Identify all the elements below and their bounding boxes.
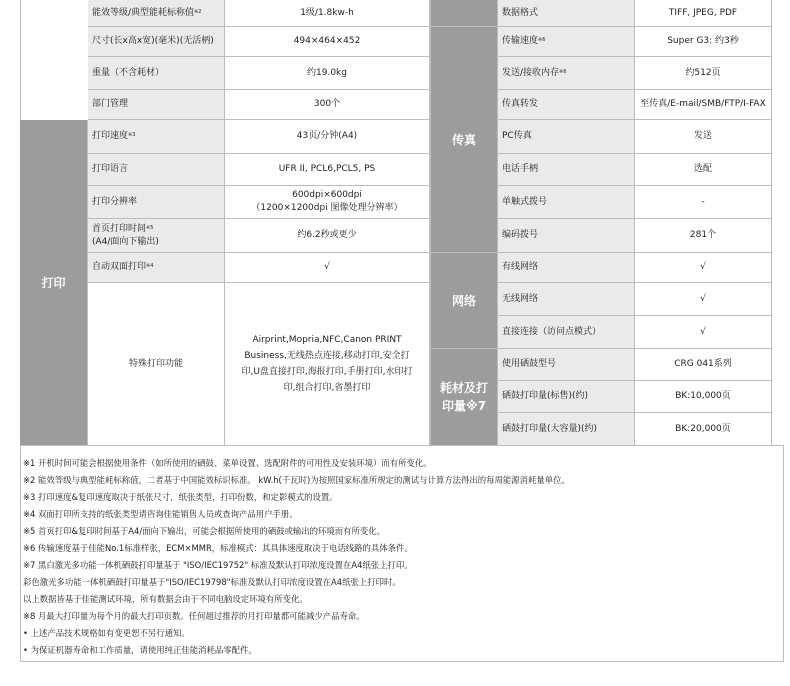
spec-value-energy: 1级/1.8kw-h xyxy=(225,0,430,27)
spec-value-one-touch: - xyxy=(635,186,772,219)
spec-value-first-print: 约6.2秒或更少 xyxy=(225,219,430,253)
spec-label-coded-dial: 编码拨号 xyxy=(498,219,635,253)
section-fax-top xyxy=(431,0,498,27)
spec-value-cartridge-model: CRG 041系列 xyxy=(635,349,772,381)
section-network: 网络 xyxy=(431,253,498,349)
footnote-8: ※8 月最大打印量为每个月的最大打印页数。任何超过推荐的月打印量都可能减少产品寿命。 xyxy=(23,611,365,621)
spec-label-data-format: 数据格式 xyxy=(498,0,635,27)
spec-label-special-print: 特殊打印功能 xyxy=(88,283,225,446)
footnote-7: ※7 黑白激光多功能一体机硒鼓打印量基于 "ISO/IEC19752" 标准及默认打印浓度设置在A4纸张上打印。 xyxy=(23,560,413,570)
footnote-7b: 彩色激光多功能一体机硒鼓打印量基于"ISO/IEC19798"标准及默认打印浓度设置在A4纸张上打印时。 xyxy=(23,577,401,587)
spec-value-coded-dial: 281个 xyxy=(635,219,772,253)
section-print: 打印 xyxy=(20,120,88,446)
spec-label-wired-network: 有线网络 xyxy=(498,253,635,283)
spec-value-direct-connect: √ xyxy=(635,316,772,349)
spec-value-data-format: TIFF, JPEG, PDF xyxy=(635,0,772,27)
spec-label-print-language: 打印语言 xyxy=(88,154,225,186)
footnote-1: ※1 开机时间可能会根据使用条件（如所使用的硒鼓、菜单设置、选配附件的可用性及安装环境）而有所变化。 xyxy=(23,458,432,468)
spec-label-duplex: 自动双面打印$^{※4}$ xyxy=(88,253,225,283)
spec-value-pc-fax: 发送 xyxy=(635,120,772,154)
footnote-test-env: 以上数据皆基于佳能测试环境，所有数据会由于不同电脑设定环境有所变化。 xyxy=(23,594,308,604)
spec-label-energy: 能效等级/典型能耗标称值$^{※2}$ xyxy=(88,0,225,27)
spec-label-fax-memory: 发送/接收内存$^{※6}$ xyxy=(498,57,635,90)
spec-value-weight: 约19.0kg xyxy=(225,57,430,90)
footnote-2: ※2 能效等级与典型能耗标称值，二者基于中国能效标识标准。 kW.h(千瓦时)为按照国家标准所规定的测试与计算方法得出的每周能源消耗量单位。 xyxy=(23,475,570,485)
section-consumables: 耗材及打印量※7 xyxy=(431,349,498,446)
spec-label-yield-high: 硒鼓打印量(大容量)(约) xyxy=(498,413,635,446)
spec-label-one-touch: 单触式拨号 xyxy=(498,186,635,219)
spec-label-resolution: 打印分辨率 xyxy=(88,186,225,219)
spec-value-resolution: 600dpi×600dpi （1200×1200dpi 图像处理分辨率） xyxy=(225,186,430,219)
spec-value-duplex: √ xyxy=(225,253,430,283)
spec-label-direct-connect: 直接连接（访问点模式） xyxy=(498,316,635,349)
spec-value-yield-standard: BK:10,000页 xyxy=(635,381,772,413)
spec-value-yield-high: BK:20,000页 xyxy=(635,413,772,446)
spec-value-wired-network: √ xyxy=(635,253,772,283)
footnote-spec-change: • 上述产品技术规格如有变更恕不另行通知。 xyxy=(23,628,190,638)
section-fax: 传真 xyxy=(431,27,498,253)
spec-value-fax-speed: Super G3: 约3秒 xyxy=(635,27,772,57)
spec-value-fax-memory: 约512页 xyxy=(635,57,772,90)
spec-label-pc-fax: PC传真 xyxy=(498,120,635,154)
spec-value-fax-forward: 至传真/E-mail/SMB/FTP/I-FAX xyxy=(635,90,772,120)
spec-label-handset: 电话手柄 xyxy=(498,154,635,186)
spec-label-weight: 重量（不含耗材） xyxy=(88,57,225,90)
footnote-4: ※4 双面打印所支持的纸张类型请咨询佳能销售人员或查询产品用户手册。 xyxy=(23,509,298,519)
footnotes xyxy=(20,446,784,662)
spec-value-print-language: UFR II, PCL6,PCL5, PS xyxy=(225,154,430,186)
spec-label-yield-standard: 硒鼓打印量(标售)(约) xyxy=(498,381,635,413)
footnote-3: ※3 打印速度&复印速度取决于纸张尺寸，纸张类型，打印份数，和定影模式的设置。 xyxy=(23,492,338,502)
spec-value-dimensions: 494×464×452 xyxy=(225,27,430,57)
spec-label-wireless-network: 无线网络 xyxy=(498,283,635,316)
spec-label-fax-forward: 传真转发 xyxy=(498,90,635,120)
spec-value-wireless-network: √ xyxy=(635,283,772,316)
spec-value-special-print: Airprint,Mopria,NFC,Canon PRINT Business,无线热点连接,移动打印,安全打印,U盘直接打印,海报打印,手册打印,水印打印,组合打印,省墨打印 xyxy=(225,283,430,446)
footnote-genuine-parts: • 为保证机器寿命和工作质量，请使用纯正佳能消耗品零配件。 xyxy=(23,645,257,655)
spec-label-first-print: 首页打印时间$^{※5}$ (A4/面向下输出) xyxy=(88,219,225,253)
spec-value-handset: 选配 xyxy=(635,154,772,186)
spec-label-cartridge-model: 使用硒鼓型号 xyxy=(498,349,635,381)
spec-label-fax-speed: 传输速度$^{※6}$ xyxy=(498,27,635,57)
spec-label-print-speed: 打印速度$^{※3}$ xyxy=(88,120,225,154)
spec-label-dimensions: 尺寸(长x高x宽)(毫米)(无活柄) xyxy=(88,27,225,57)
spec-label-dept: 部门管理 xyxy=(88,90,225,120)
footnote-5: ※5 首页打印&复印时间基于A4/面向下输出，可能会根据所使用的硒鼓或输出的环境而有所变化。 xyxy=(23,526,386,536)
spec-value-print-speed: 43页/分钟(A4) xyxy=(225,120,430,154)
spec-value-dept: 300个 xyxy=(225,90,430,120)
footnote-6: ※6 传输速度基于佳能No.1标准样张，ECM×MMR，标准模式：其具体速度取决于电话线路的具体条件。 xyxy=(23,543,413,553)
